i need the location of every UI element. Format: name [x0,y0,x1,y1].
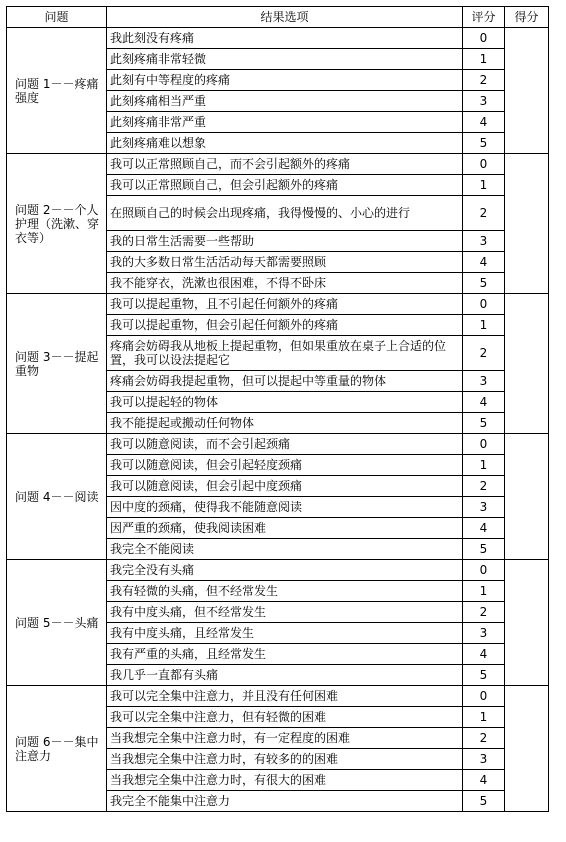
option-text: 在照顾自己的时候会出现疼痛，我得慢慢的、小心的进行 [107,196,463,231]
option-row [7,560,549,581]
option-text: 我可以提起重物，但会引起任何额外的疼痛 [107,315,463,336]
option-score: 4 [463,112,505,133]
option-score: 1 [463,581,505,602]
option-text: 我可以提起重物，且不引起任何额外的疼痛 [107,294,463,315]
option-text: 此刻疼痛难以想象 [107,133,463,154]
option-text: 此刻疼痛非常严重 [107,112,463,133]
obtained-score-cell[interactable] [505,686,549,812]
option-text: 因严重的颈痛，使我阅读困难 [107,518,463,539]
option-text: 我完全不能阅读 [107,539,463,560]
option-text: 我的大多数日常生活活动每天都需要照顾 [107,252,463,273]
option-score: 4 [463,770,505,791]
option-text: 我可以提起轻的物体 [107,392,463,413]
option-text: 我可以随意阅读，但会引起中度颈痛 [107,476,463,497]
option-score: 5 [463,133,505,154]
option-score: 5 [463,273,505,294]
option-score: 4 [463,392,505,413]
option-score: 2 [463,336,505,371]
obtained-score-cell[interactable] [505,434,549,560]
option-text: 我有严重的头痛，且经常发生 [107,644,463,665]
option-text: 我有中度头痛，且经常发生 [107,623,463,644]
option-score: 1 [463,49,505,70]
questionnaire-body [7,28,549,812]
question-cell: 问题 4－－阅读 [7,434,107,560]
option-score: 4 [463,252,505,273]
option-score: 1 [463,315,505,336]
header-option: 结果选项 [107,7,463,28]
obtained-score-cell[interactable] [505,560,549,686]
option-score: 0 [463,434,505,455]
option-text: 我不能穿衣，洗漱也很困难，不得不卧床 [107,273,463,294]
header-question: 问题 [7,7,107,28]
option-score: 4 [463,518,505,539]
option-score: 2 [463,196,505,231]
obtained-score-cell[interactable] [505,154,549,294]
option-text: 因中度的颈痛，使得我不能随意阅读 [107,497,463,518]
option-score: 0 [463,560,505,581]
option-score: 2 [463,70,505,91]
option-text: 我可以正常照顾自己，但会引起额外的疼痛 [107,175,463,196]
header-obtained: 得分 [505,7,549,28]
obtained-score-cell[interactable] [505,28,549,154]
option-text: 此刻疼痛相当严重 [107,91,463,112]
option-score: 0 [463,28,505,49]
option-score: 0 [463,686,505,707]
option-score: 0 [463,294,505,315]
option-score: 3 [463,497,505,518]
option-text: 我完全没有头痛 [107,560,463,581]
header-score: 评分 [463,7,505,28]
question-cell: 问题 6－－集中注意力 [7,686,107,812]
option-text: 我可以正常照顾自己，而不会引起额外的疼痛 [107,154,463,175]
option-row [7,434,549,455]
option-score: 1 [463,175,505,196]
option-text: 我有轻微的头痛，但不经常发生 [107,581,463,602]
option-score: 0 [463,154,505,175]
option-text: 此刻疼痛非常轻微 [107,49,463,70]
question-cell: 问题 1－－疼痛强度 [7,28,107,154]
option-score: 5 [463,665,505,686]
option-row [7,686,549,707]
option-text: 我几乎一直都有头痛 [107,665,463,686]
option-text: 疼痛会妨碍我提起重物，但可以提起中等重量的物体 [107,371,463,392]
option-score: 4 [463,644,505,665]
option-row [7,154,549,175]
option-text: 我可以完全集中注意力，并且没有任何困难 [107,686,463,707]
option-score: 5 [463,539,505,560]
option-text: 我此刻没有疼痛 [107,28,463,49]
option-text: 我可以完全集中注意力，但有轻微的困难 [107,707,463,728]
option-text: 当我想完全集中注意力时，有较多的的困难 [107,749,463,770]
header-row [7,7,549,28]
obtained-score-cell[interactable] [505,294,549,434]
option-text: 我的日常生活需要一些帮助 [107,231,463,252]
option-text: 此刻有中等程度的疼痛 [107,70,463,91]
option-score: 3 [463,91,505,112]
option-text: 当我想完全集中注意力时，有很大的困难 [107,770,463,791]
question-cell: 问题 2－－个人护理（洗漱、穿衣等） [7,154,107,294]
option-score: 3 [463,623,505,644]
option-score: 3 [463,749,505,770]
option-row [7,28,549,49]
option-text: 疼痛会妨碍我从地板上提起重物，但如果重放在桌子上合适的位置，我可以设法提起它 [107,336,463,371]
questionnaire-table-wrapper [6,6,549,812]
question-cell: 问题 3－－提起重物 [7,294,107,434]
option-score: 1 [463,707,505,728]
questionnaire-table [6,6,549,812]
option-score: 5 [463,791,505,812]
option-score: 3 [463,371,505,392]
option-score: 2 [463,476,505,497]
option-score: 2 [463,602,505,623]
question-cell: 问题 5－－头痛 [7,560,107,686]
option-score: 1 [463,455,505,476]
option-row [7,294,549,315]
option-text: 我可以随意阅读，但会引起轻度颈痛 [107,455,463,476]
option-text: 当我想完全集中注意力时，有一定程度的困难 [107,728,463,749]
option-text: 我可以随意阅读，而不会引起颈痛 [107,434,463,455]
option-text: 我有中度头痛，但不经常发生 [107,602,463,623]
option-score: 5 [463,413,505,434]
option-text: 我完全不能集中注意力 [107,791,463,812]
option-score: 3 [463,231,505,252]
option-text: 我不能提起或搬动任何物体 [107,413,463,434]
option-score: 2 [463,728,505,749]
